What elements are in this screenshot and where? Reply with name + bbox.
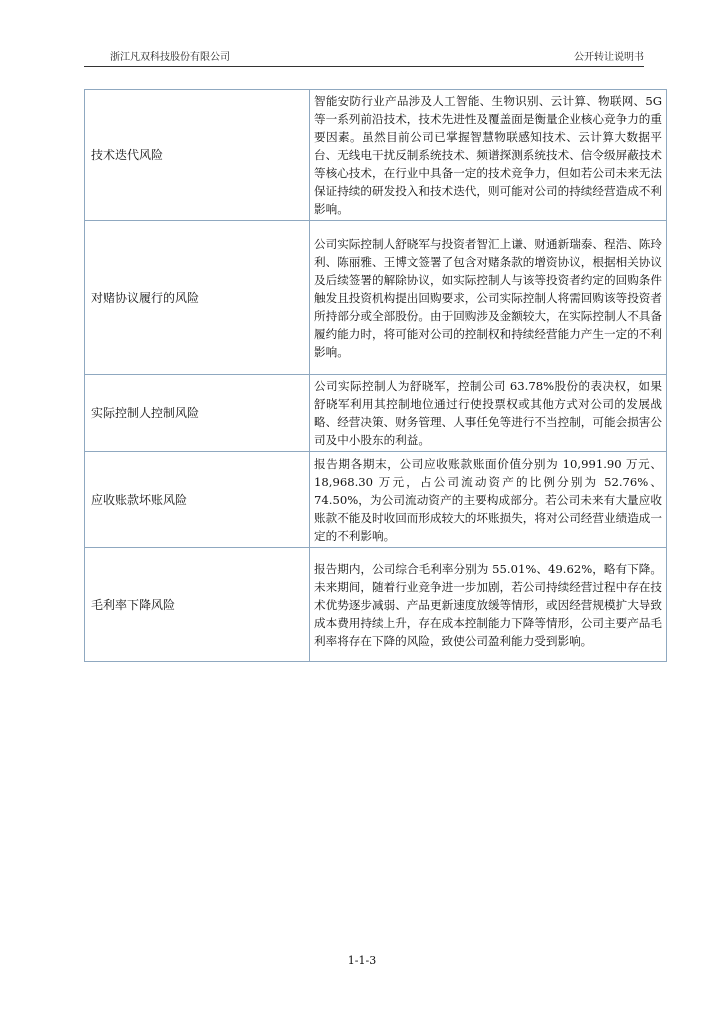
table-row [85, 375, 667, 452]
risk-name: 技术迭代风险 [85, 90, 310, 221]
table-row [85, 221, 667, 375]
table-row [85, 90, 667, 221]
table-row [85, 548, 667, 662]
table-row [85, 452, 667, 548]
risk-name: 对赌协议履行的风险 [85, 221, 310, 375]
header-document-title: 公开转让说明书 [574, 52, 644, 63]
page-header [84, 52, 644, 67]
risk-name: 实际控制人控制风险 [85, 375, 310, 452]
risk-name: 毛利率下降风险 [85, 548, 310, 662]
risk-description: 公司实际控制人为舒晓军，控制公司 63.78%股份的表决权，如果舒晓军利用其控制地位通过行使投票权或其他方式对公司的发展战略、经营决策、财务管理、人事任免等进行不当控制，可能会损害公司及中小股东的利益。 [310, 375, 667, 452]
header-company-name: 浙江凡双科技股份有限公司 [110, 52, 230, 63]
risk-description: 报告期内，公司综合毛利率分别为 55.01%、49.62%，略有下降。未来期间，随着行业竞争进一步加剧，若公司持续经营过程中存在技术优势逐步减弱、产品更新速度放缓等情形，或因经营规模扩大导致成本费用持续上升，存在成本控制能力下降等情形，公司主要产品毛利率将存在下降的风险，致使公司盈利能力受到影响。 [310, 548, 667, 662]
risk-description: 公司实际控制人舒晓军与投资者智汇上谦、财通新瑞泰、程浩、陈玲利、陈丽雅、王博文签署了包含对赌条款的增资协议，根据相关协议及后续签署的解除协议，如实际控制人与该等投资者约定的回购条件触发且投资机构提出回购要求，公司实际控制人将需回购该等投资者所持部分或全部股份。由于回购涉及金额较大，在实际控制人不具备履约能力时，将可能对公司的控制权和持续经营能力产生一定的不利影响。 [310, 221, 667, 375]
page-number: 1-1-3 [347, 954, 377, 967]
risk-description: 报告期各期末，公司应收账款账面价值分别为 10,991.90 万元、18,968.30 万元，占公司流动资产的比例分别为 52.76%、74.50%，为公司流动资产的主要构成部分。若公司未来有大量应收账款不能及时收回而形成较大的坏账损失，将对公司经营业绩造成一定的不利影响。 [310, 452, 667, 548]
risk-name: 应收账款坏账风险 [85, 452, 310, 548]
risk-table [84, 89, 667, 662]
risk-description: 智能安防行业产品涉及人工智能、生物识别、云计算、物联网、5G 等一系列前沿技术，技术先进性及覆盖面是衡量企业核心竞争力的重要因素。虽然目前公司已掌握智慧物联感知技术、云计算大数据平台、无线电干扰反制系统技术、频谱探测系统技术、信令级屏蔽技术等核心技术，在行业中具备一定的技术竞争力，但如若公司未来无法保证持续的研发投入和技术迭代，则可能对公司的持续经营造成不利影响。 [310, 90, 667, 221]
